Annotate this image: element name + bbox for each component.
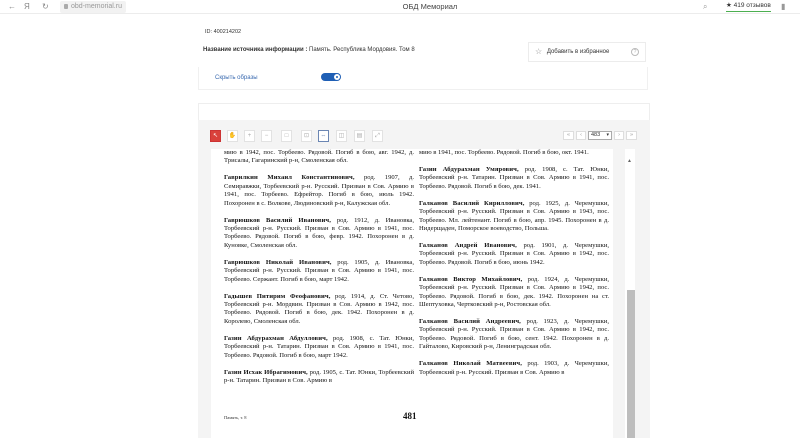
page-column-left <box>224 149 414 394</box>
add-to-favorites-button[interactable] <box>528 42 646 62</box>
last-page-button[interactable]: » <box>626 131 637 140</box>
entry-name: Галканов Виктор Михайлович, <box>419 275 523 283</box>
entry-name: Газин Исхак Ибрагимович, <box>224 368 308 376</box>
entry-name: Галканов Николай Матвеевич, <box>419 360 522 368</box>
entry-name: Галканов Василий Кириллович, <box>419 199 525 207</box>
fullscreen-button[interactable]: ⤢ <box>372 130 383 142</box>
list-item <box>419 360 609 377</box>
entry-name: Галканов Андрей Иванович, <box>419 242 517 250</box>
bookmark-icon[interactable]: ▮ <box>781 2 786 11</box>
help-icon[interactable]: ? <box>631 48 639 56</box>
first-page-button[interactable]: « <box>563 131 574 140</box>
entry-text: род. 1905, с. Тат. Юнки, Торбеевский р-н. Татарин. Призван в Сов. Армию в <box>224 368 414 385</box>
back-icon[interactable]: ← <box>8 2 16 11</box>
entry-name: Гадышев Питирим Феофанович, <box>224 292 331 300</box>
list-item <box>224 369 414 386</box>
entry-name: Галканов Василий Андреевич, <box>419 318 521 326</box>
entry-text: род. 1924, д. Черемушки, Торбеевский р-н. Русский. Призван в Сов. Армию в 1942, пос. Торбеево. Рядовой. Погиб в бою, дек. 1942. Похоронен на ст. Шептуховка, Чертковский р-н, Ростовская обл. <box>419 275 610 309</box>
caret-down-icon: ▾ <box>606 132 609 138</box>
hide-images-toggle[interactable] <box>321 73 341 81</box>
reload-icon[interactable]: ↻ <box>42 2 49 11</box>
entry-text: род. 1908, с. Тат. Юнки, Торбеевский р-н. Татарин. Призван в Сов. Армию в 1941, пос. Торбеево. Рядовой. Погиб в бою, март 1942. <box>224 334 414 359</box>
two-pages-button[interactable]: ◫ <box>336 130 347 142</box>
hide-images-label: Скрыть образы <box>215 75 258 81</box>
entry-text: род. 1923, д. Черемушки, Торбеевский р-н. Русский. Призван в Сов. Армию в 1942, пос. Торбеево. Рядовой. Погиб в бою, сент. 1942. Похоронен в д. Гайталово, Кировский р-н, Ленинградская обл. <box>419 318 609 351</box>
list-item <box>419 276 609 310</box>
fit-page-button[interactable]: □ <box>281 130 292 142</box>
entry-text: род. 1905, д. Ивановка, Торбеевский р-н. Русский. Призван в Сов. Армию в 1941, пос. Торбеево. Сержант. Погиб в бою, март 1942. <box>224 258 414 283</box>
search-page-icon[interactable]: ⌕ <box>703 2 708 11</box>
source-info <box>203 47 415 53</box>
entry-text: род. 1907, д. Семиравжки, Торбеевский р-н. Русский. Призван в Сов. Армию в 1941, пос. Торбеево. Ефрейтор. Погиб в бою, июль 1942. Похоронен в с. Волкове, Людиновский р-н, Калужская обл. <box>224 174 414 207</box>
zoom-out-button[interactable]: − <box>261 130 272 142</box>
page-select[interactable] <box>588 131 612 140</box>
zoom-in-button[interactable]: + <box>244 130 255 142</box>
list-item <box>419 318 609 352</box>
source-label: Название источника информации : <box>203 47 308 53</box>
next-page-button[interactable]: › <box>614 131 624 140</box>
yandex-logo-icon[interactable]: Я <box>24 2 30 11</box>
entry-name: Газин Абдурахман Умярович, <box>419 166 519 173</box>
toggle-knob <box>334 74 340 80</box>
list-item <box>224 174 414 208</box>
hand-tool-button[interactable]: ✋ <box>227 130 238 142</box>
entry-fragment: мию в 1941, пос. Торбеево. Рядовой. Погиб в бою, окт. 1941. <box>419 149 589 156</box>
fit-width-button[interactable]: ⇔ <box>318 130 329 142</box>
prev-page-button[interactable]: ‹ <box>576 131 586 140</box>
list-item <box>224 259 414 284</box>
current-page: 483 <box>591 132 601 138</box>
page-number: 481 <box>403 411 417 421</box>
document-page <box>211 149 613 438</box>
entry-name: Гаврилкин Михаил Константинович, <box>224 174 355 182</box>
browser-toolbar <box>0 0 800 14</box>
list-item <box>419 242 609 267</box>
entry-name: Гаврюшков Николай Иванович, <box>224 258 332 266</box>
tab-title-wrap <box>0 2 800 12</box>
entry-text: род. 1908, с. Тат. Юнки, Торбеевский р-н. Татарин. Призван в Сов. Армию в 1941, пос. Торбеево. Рядовой. Погиб в бою, дек. 1941. <box>419 166 609 190</box>
entry-text: род. 1912, д. Ивановка, Торбеевский р-н. Русский. Призван в Сов. Армию в 1941, пос. Торбеево. Рядовой. Погиб в бою, февр. 1942. Похоронен в д. Куновке, Смоленская обл. <box>224 216 415 249</box>
list-item <box>419 166 609 191</box>
source-value: Память. Республика Мордовия. Том 8 <box>309 47 415 53</box>
list-item <box>224 217 414 251</box>
record-id <box>205 29 241 35</box>
tab-title: ОБД Мемориал <box>402 2 458 11</box>
select-tool-button[interactable]: ↖ <box>210 130 221 142</box>
url-text: obd-memorial.ru <box>71 3 122 10</box>
entry-text: род. 1901, д. Черемушки, Торбеевский р-н. Русский. Призван в Сов. Армию в 1942, пос. Торбеево. Рядовой. Погиб в бою, июнь 1942. <box>419 242 609 266</box>
star-icon: ☆ <box>535 47 543 56</box>
actual-size-button[interactable]: ⊡ <box>301 130 312 142</box>
print-button[interactable]: ▤ <box>354 130 365 142</box>
list-item <box>224 335 414 360</box>
list-item <box>224 293 414 327</box>
page-column-right <box>419 149 609 386</box>
add-to-favorites-label: Добавить в избранное <box>546 49 610 55</box>
page-footer-label: Память, т. 8 <box>224 415 247 420</box>
entry-name: Газин Абдурахман Абдуллович, <box>224 334 328 342</box>
images-toggle-panel <box>198 67 648 90</box>
reviews-badge[interactable]: ★ 419 отзывов <box>726 1 771 12</box>
entry-name: Гаврюшков Василий Иванович, <box>224 216 331 224</box>
entry-fragment: мию в 1942, пос. Торбеево. Рядовой. Погиб в бою, авг. 1942, д. Трисалы, Гагаринский р-н, Смоленская обл. <box>224 149 414 165</box>
entry-text: род. 1903, д. Черемушки, Торбеевский р-н. Русский. Призван в Сов. Армию в <box>419 360 609 376</box>
record-id-label: ID: <box>205 29 213 35</box>
entry-text: род. 1914, д. Ст. Четово, Торбеевский р-н. Мордвин. Призван в Сов. Армию в 1942, пос. Торбеево. Рядовой. Погиб в бою, дек. 1942. Похоронен в д. Королево, Смоленская обл. <box>224 292 414 325</box>
scroll-up-arrow-icon[interactable]: ▲ <box>627 158 632 164</box>
list-item <box>419 200 609 234</box>
entry-text: род. 1925, д. Черемушки, Торбеевский р-н. Русский. Призван в Сов. Армию в 1943, пос. Торбеево. Мл. лейтенант. Погиб в бою, апр. 1945. Похоронен в д. Нидерщаден, Поморское воеводство, Польша. <box>419 199 609 233</box>
record-id-value: 400214202 <box>213 29 242 35</box>
viewer-scrollbar-thumb[interactable] <box>627 290 635 438</box>
